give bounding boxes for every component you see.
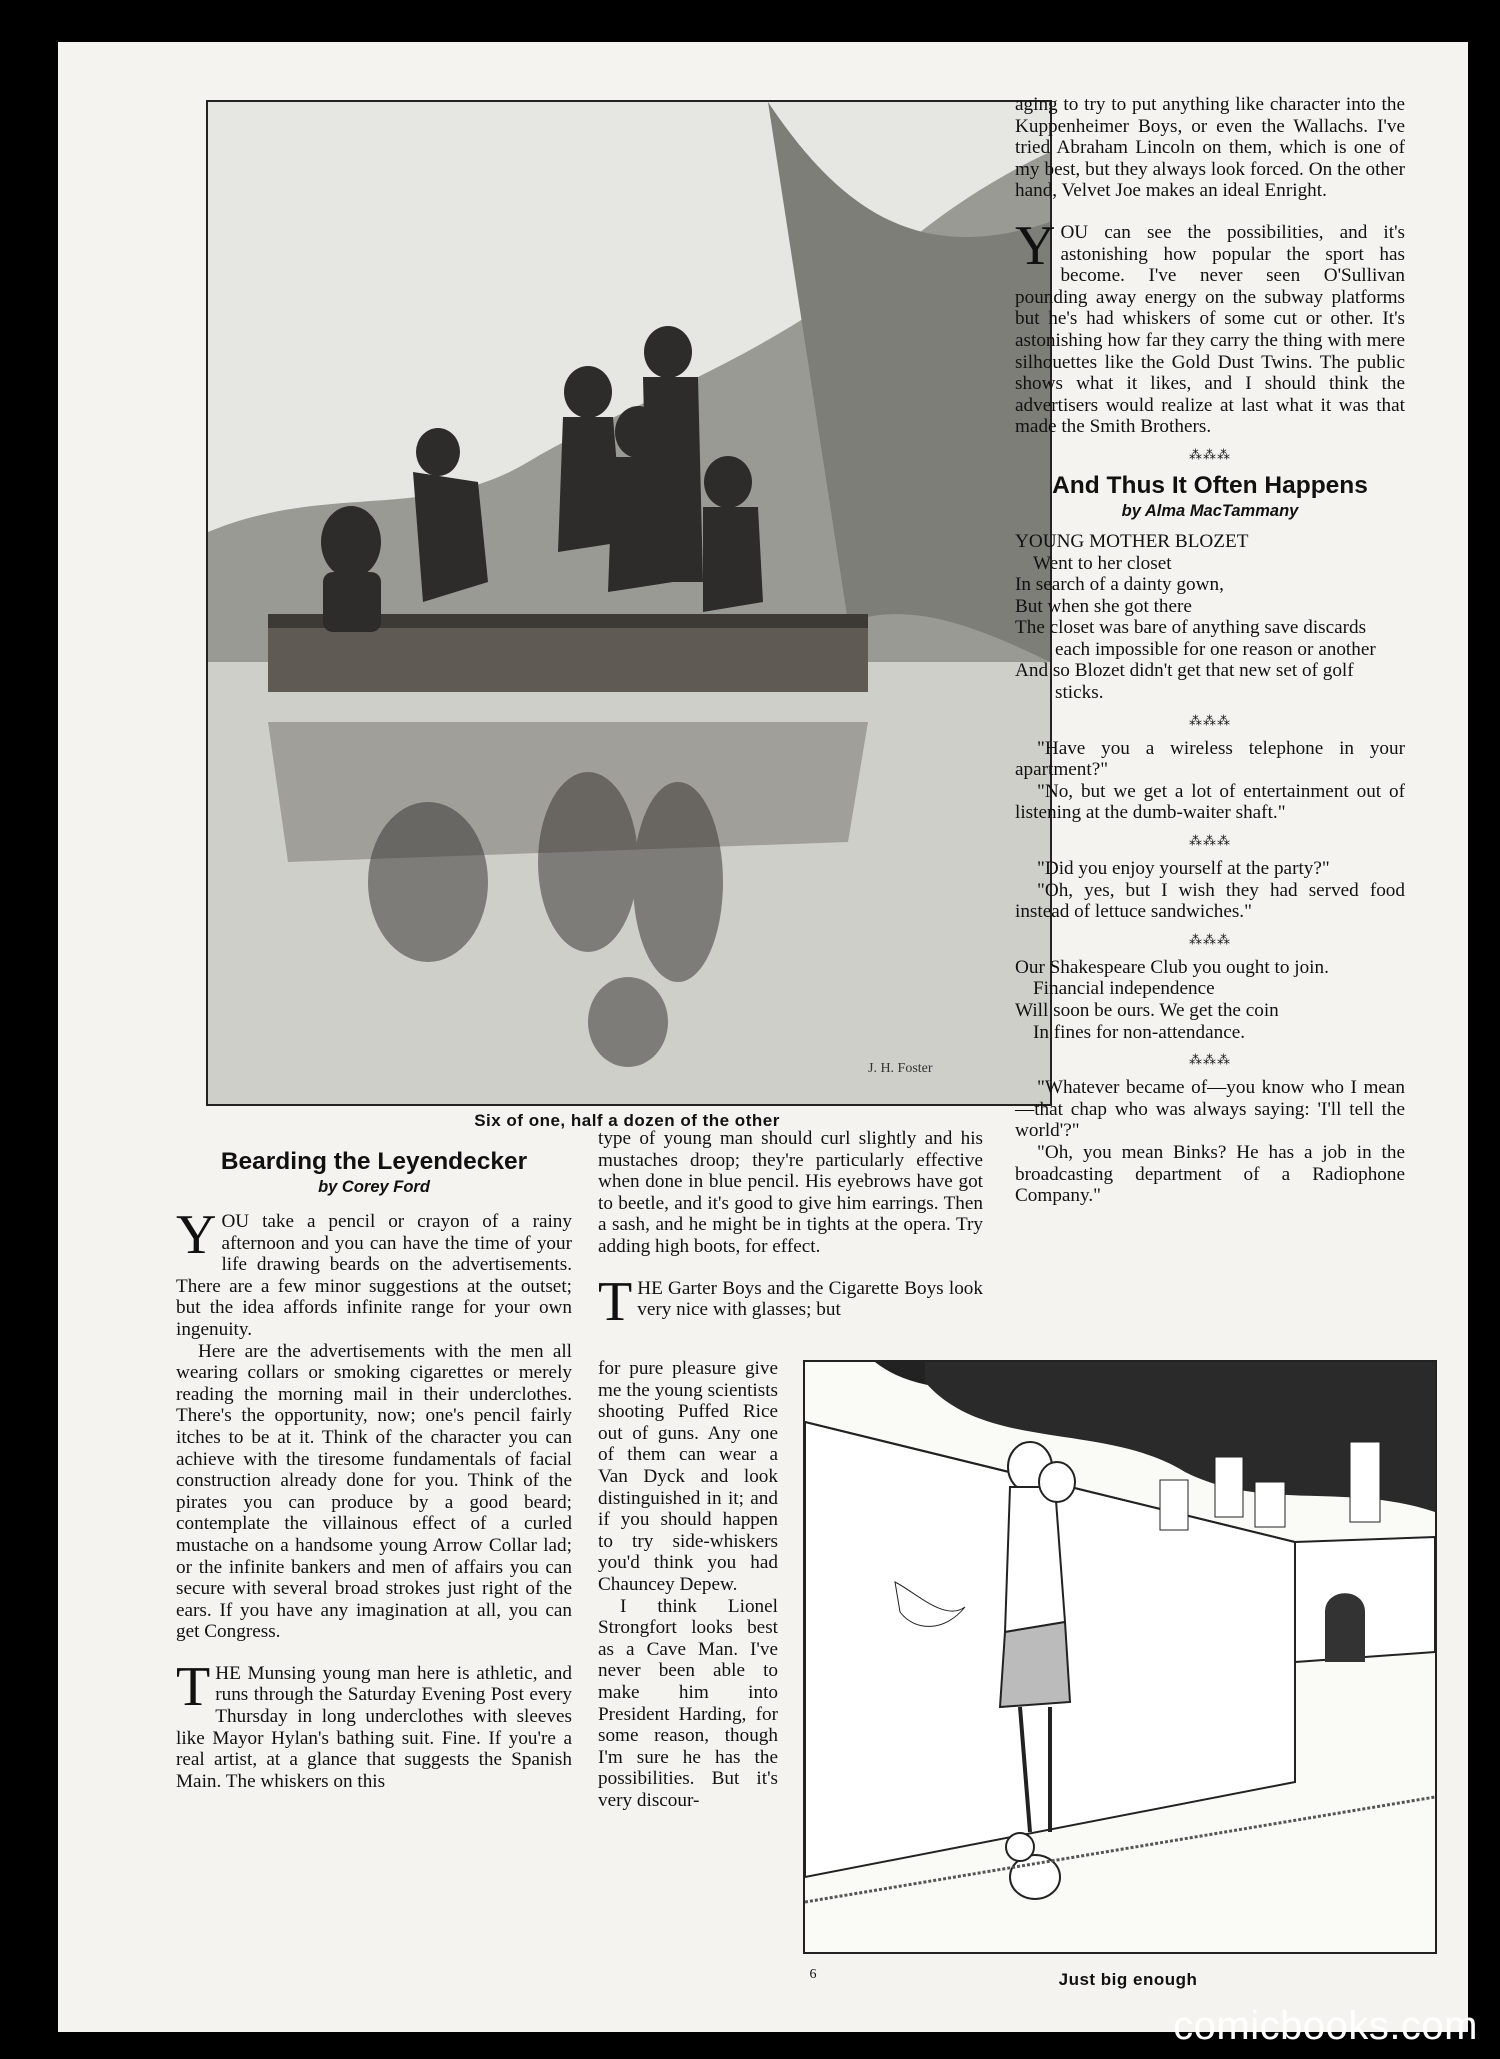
article-leyendecker-col2: [598, 1128, 983, 1333]
caption-bottom: Just big enough: [1058, 1970, 1198, 1989]
article-byline-thus: by Alma MacTammany: [1121, 501, 1299, 520]
illustration-bathers: [206, 100, 1052, 1106]
caption-top: Six of one, half a dozen of the other: [474, 1111, 780, 1130]
paragraph: for pure pleasure give me the young scientists shooting Puffed Rice out of guns. Any one of them can wear a Van Dyck and look distinguished in it; and if you should happen to try side-whiskers you'd think you had Chauncey Depew.: [598, 1358, 778, 1595]
illustration-couple: [803, 1360, 1437, 1954]
paragraph: THE Munsing young man here is athletic, and runs through the Saturday Evening Post every Thursday in long underclothes with sleeves like Mayor Hylan's bathing suit. Fine. If you're a real artist, at a glance that suggests the Spanish Main. The whiskers on this: [176, 1655, 572, 1792]
poem-line: The closet was bare of anything save discards each impossible for one reason or another: [1015, 617, 1376, 660]
watermark: comicbooks.com: [1173, 2004, 1478, 2048]
poem-blozet: [1015, 531, 1405, 704]
paragraph: aging to try to put anything like character into the Kuppenheimer Boys, or even the Wallachs. I've tried Abraham Lincoln on them, which is one of my best, but they always look forced. On the other hand, Velvet Joe makes an ideal Enright.: [1015, 94, 1405, 202]
joke-line: "No, but we get a lot of entertainment out of listening at the dumb-waiter shaft.": [1015, 780, 1405, 824]
poem-line: Our Shakespeare Club you ought to join.: [1015, 956, 1329, 978]
poem-line: In fines for non-attendance.: [1033, 1021, 1246, 1043]
poem-shakespeare: [1015, 957, 1405, 1043]
article-title-thus: And Thus It Often Happens: [1052, 471, 1368, 499]
paragraph: THE Garter Boys and the Cigarette Boys look very nice with glasses; but: [598, 1270, 983, 1333]
paragraph: type of young man should curl slightly and his mustaches droop; they're particularly effective when done in blue pencil. His eyebrows have got to beetle, and it's good to give him earrings. Then a sash, and he might be in tights at the opera. Try adding high boots, for effect.: [598, 1128, 983, 1257]
joke-line: "Oh, you mean Binks? He has a job in the broadcasting department of a Radiophone Company.": [1015, 1141, 1405, 1207]
poem-line: Financial independence: [1033, 978, 1215, 1000]
joke-line: "Did you enjoy yourself at the party?": [1037, 858, 1330, 880]
artist-signature: J. H. Foster: [868, 1061, 933, 1076]
separator-ornament: ⁂⁂⁂: [1189, 712, 1231, 728]
separator-ornament: ⁂⁂⁂: [1189, 833, 1231, 849]
poem-line: YOUNG MOTHER BLOZET: [1015, 530, 1249, 552]
paragraph: YOU take a pencil or crayon of a rainy afternoon and you can have the time of your life drawing beards on the advertisements. There are a few minor suggestions at the outset; but the idea affords infinite range for your own ingenuity.: [176, 1204, 572, 1340]
separator-ornament: ⁂⁂⁂: [1189, 1052, 1231, 1068]
separator-ornament: ⁂⁂⁂: [1189, 931, 1231, 947]
poem-line: But when she got there: [1015, 595, 1192, 617]
separator-ornament: ⁂⁂⁂: [1189, 446, 1231, 462]
article-byline-leyendecker: by Corey Ford: [318, 1178, 430, 1196]
joke-line: "Oh, yes, but I wish they had served food instead of lettuce sandwiches.": [1015, 879, 1405, 923]
poem-line: And so Blozet didn't get that new set of golf sticks.: [1015, 660, 1354, 704]
magazine-page: [58, 42, 1468, 2032]
bathers-drawing: [208, 102, 1050, 1104]
joke-line: "Whatever became of—you know who I mean—that chap who was always saying: 'I'll tell the world'?": [1015, 1077, 1405, 1142]
poem-line: In search of a dainty gown,: [1015, 574, 1224, 596]
joke-line: "Have you a wireless telephone in your apartment?": [1015, 737, 1405, 781]
paragraph: YOU can see the possibilities, and it's astonishing how popular the sport has become. I've never seen O'Sullivan pounding away energy on the subway platforms but he's had whiskers of some cut or other. It's astonishing how far they carry the thing with mere silhouettes like the Gold Dust Twins. The public shows what it likes, and I should think the advertisers would realize at last what it was that made the Smith Brothers.: [1015, 214, 1405, 438]
article-leyendecker-col1: [176, 1126, 572, 1792]
column-three: [1015, 94, 1405, 1207]
article-leyendecker-col2-narrow: [598, 1358, 778, 1811]
poem-line: Went to her closet: [1033, 552, 1172, 574]
paragraph: Here are the advertisements with the men all wearing collars or smoking cigarettes or merely reading the morning mail in their underclothes. There's the opportunity, now; one's pencil fairly itches to be at it. Think of the character you can achieve with the tiresome fundamentals of facial construction already done for you. Think of the pirates you can produce by a good beard; contemplate the villainous effect of a curled mustache on a handsome young Arrow Collar lad; or the infinite bankers and men of affairs you can secure with several broad strokes just right of the ears. If you have any imagination at all, you can get Congress.: [176, 1340, 572, 1643]
paragraph: I think Lionel Strongfort looks best as a Cave Man. I've never been able to make him into President Harding, for some reason, though I'm sure he has the possibilities. But it's very discour-: [598, 1595, 778, 1811]
couple-drawing: [805, 1362, 1435, 1952]
page-number: 6: [809, 1967, 817, 1982]
poem-line: Will soon be ours. We get the coin: [1015, 1000, 1279, 1021]
article-title-leyendecker: Bearding the Leyendecker: [220, 1148, 528, 1175]
